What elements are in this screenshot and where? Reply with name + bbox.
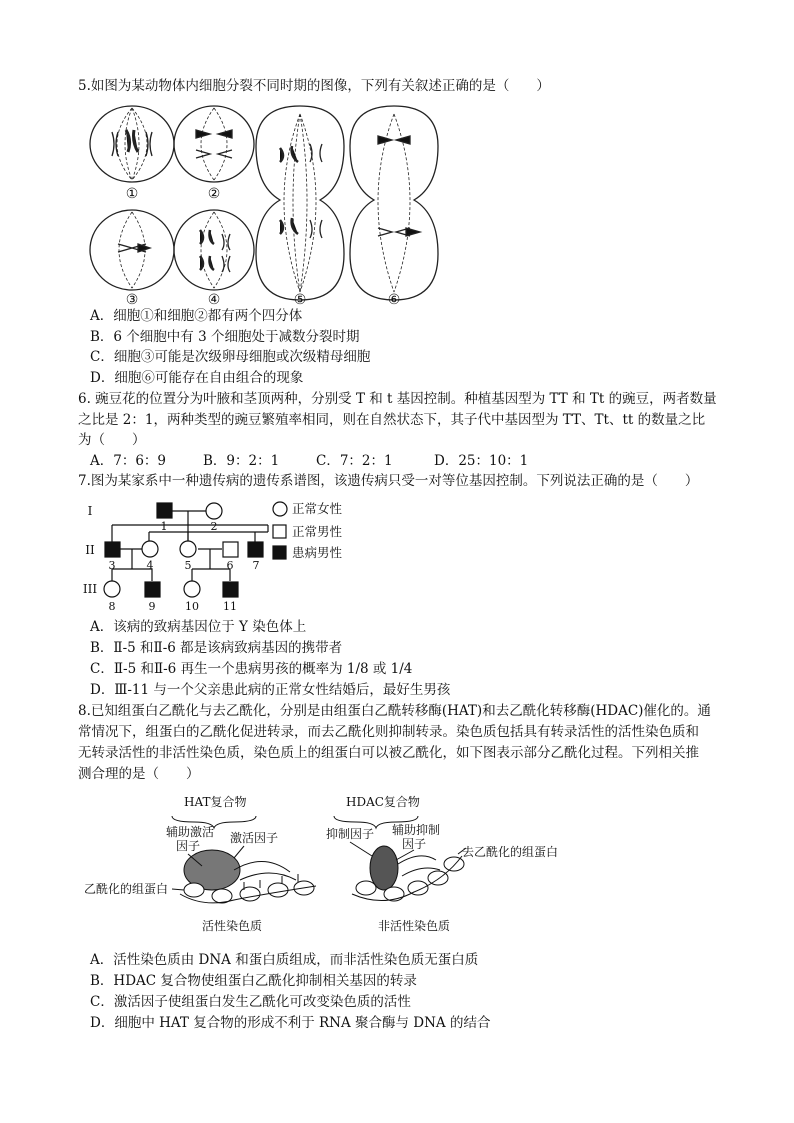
- q8-option-d: D．细胞中 HAT 复合物的形成不利于 RNA 聚合酶与 DNA 的结合: [90, 1015, 491, 1031]
- q8-option-a: A．活性染色质由 DNA 和蛋白质组成，而非活性染色质无蛋白质: [90, 952, 479, 968]
- coactivator-label-2: 因子: [176, 839, 201, 853]
- cell-5-membrane: [256, 106, 344, 300]
- legend-normal-male: 正常男性: [292, 524, 343, 539]
- number-7: 7: [252, 559, 260, 572]
- q8-stem-line-3: 无转录活性的非活性染色质，染色质上的组蛋白可以被乙酰化，如下图表示部分乙酰化过程。下列相关推: [78, 745, 699, 761]
- pedigree-individual-3: [105, 542, 120, 557]
- label-cell-5: ⑤: [293, 292, 307, 306]
- q7-stem: 7.图为某家系中一种遗传病的遗传系谱图，该遗传病只受一对等位基因控制。下列说法正确的是（ ）: [78, 473, 699, 489]
- q6-option-c: C．7：2：1: [316, 453, 393, 469]
- q8-option-b: B．HDAC 复合物使组蛋白乙酰化抑制相关基因的转录: [90, 973, 417, 989]
- number-5: 5: [184, 559, 192, 572]
- generation-label-3: III: [82, 582, 98, 596]
- pedigree-individual-9: [145, 582, 160, 597]
- cell-3-membrane: [90, 210, 174, 290]
- q8-stem-line-2: 常情况下，组蛋白的乙酰化促进转录，而去乙酰化则抑制转录。染色质包括具有转录活性的活性染色质和: [78, 724, 699, 740]
- pedigree-chart: [82, 496, 372, 616]
- legend-normal-female: 正常女性: [292, 501, 343, 516]
- number-9: 9: [148, 600, 156, 613]
- q5-option-c: C．细胞③可能是次级卵母细胞或次级精母细胞: [90, 349, 371, 365]
- label-cell-3: ③: [125, 292, 139, 306]
- q6-stem-line-2: 之比是 2：1，两种类型的豌豆繁殖率相同，则在自然状态下，其子代中基因型为 TT、Tt、tt 的数量之比: [78, 412, 706, 428]
- number-8: 8: [108, 600, 116, 613]
- legend-normal-female-symbol: [273, 502, 287, 516]
- q6-option-a: A．7：6：9: [90, 453, 167, 469]
- q7-option-a: A．该病的致病基因位于 Y 染色体上: [90, 619, 307, 635]
- number-1: 1: [160, 520, 168, 533]
- pedigree-individual-7: [248, 542, 263, 557]
- inactive-chromatin-label: 非活性染色质: [378, 919, 451, 933]
- active-chromatin-label: 活性染色质: [202, 919, 263, 933]
- legend-normal-male-symbol: [273, 525, 286, 538]
- label-cell-1: ①: [125, 186, 139, 202]
- pedigree-individual-8: [104, 581, 120, 597]
- cell-division-figure: [88, 100, 448, 306]
- q8-stem-line-4: 测合理的是（ ）: [78, 766, 200, 782]
- q8-stem-line-1: 8.已知组蛋白乙酰化与去乙酰化，分别是由组蛋白乙酰转移酶(HAT)和去乙酰化转移酶(HDAC)催化的。通: [78, 703, 711, 719]
- coactivator-label-1: 辅助激活: [166, 825, 215, 839]
- q5-stem: 5.如图为某动物体内细胞分裂不同时期的图像，下列有关叙述正确的是（ ）: [78, 78, 550, 94]
- q7-option-d: D．Ⅲ-11 与一个父亲患此病的正常女性结婚后，最好生男孩: [90, 682, 451, 698]
- pedigree-individual-11: [223, 582, 238, 597]
- repressor-label: 抑制因子: [326, 827, 375, 841]
- number-6: 6: [226, 559, 234, 572]
- corepressor-label-2: 因子: [402, 837, 427, 851]
- number-3: 3: [108, 559, 116, 572]
- generation-label-1: I: [87, 504, 93, 518]
- q7-option-c: C．Ⅱ-5 和Ⅱ-6 再生一个患病男孩的概率为 1/8 或 1/4: [90, 661, 413, 677]
- label-cell-2: ②: [207, 186, 221, 202]
- cell-2-membrane: [174, 106, 254, 182]
- corepressor-label-1: 辅助抑制: [392, 823, 441, 837]
- q5-option-d: D．细胞⑥可能存在自由组合的现象: [90, 370, 304, 386]
- pedigree-individual-4: [142, 541, 158, 557]
- label-cell-6: ⑥: [387, 292, 401, 306]
- cell-4-membrane: [174, 210, 254, 290]
- pedigree-individual-6: [223, 542, 238, 557]
- q6-option-b: B．9：2：1: [203, 453, 280, 469]
- number-4: 4: [146, 559, 154, 572]
- q7-option-b: B．Ⅱ-5 和Ⅱ-6 都是该病致病基因的携带者: [90, 640, 343, 656]
- cell-1-membrane: [90, 106, 174, 182]
- activator-label: 激活因子: [230, 831, 279, 845]
- pedigree-individual-5: [180, 541, 196, 557]
- number-11: 11: [223, 600, 237, 613]
- deacetylated-histone-label: 去乙酰化的组蛋白: [462, 845, 559, 859]
- number-10: 10: [185, 600, 199, 613]
- hat-title: HAT复合物: [184, 795, 247, 809]
- acetylated-histone-label: 乙酰化的组蛋白: [84, 882, 169, 896]
- pedigree-individual-2: [206, 503, 222, 519]
- q5-option-a: A．细胞①和细胞②都有两个四分体: [90, 308, 303, 324]
- q8-option-c: C．激活因子使组蛋白发生乙酰化可改变染色质的活性: [90, 994, 411, 1010]
- q6-option-d: D．25：10：1: [434, 453, 529, 469]
- legend-affected-male: 患病男性: [292, 545, 343, 560]
- generation-label-2: II: [85, 543, 95, 557]
- pedigree-individual-1: [157, 503, 172, 518]
- acetylation-figure: [84, 790, 584, 940]
- legend-affected-male-symbol: [273, 546, 286, 559]
- hdac-title: HDAC复合物: [346, 795, 420, 809]
- label-cell-4: ④: [207, 292, 221, 306]
- q6-stem-line-1: 6. 豌豆花的位置分为叶腋和茎顶两种，分别受 T 和 t 基因控制。种植基因型为 TT 和 Tt 的豌豆，两者数量: [78, 391, 717, 407]
- q5-option-b: B．6 个细胞中有 3 个细胞处于减数分裂时期: [90, 329, 360, 345]
- cell-6-membrane: [350, 106, 438, 300]
- pedigree-individual-10: [184, 581, 200, 597]
- number-2: 2: [210, 520, 218, 533]
- q6-stem-line-3: 为（ ）: [78, 432, 146, 448]
